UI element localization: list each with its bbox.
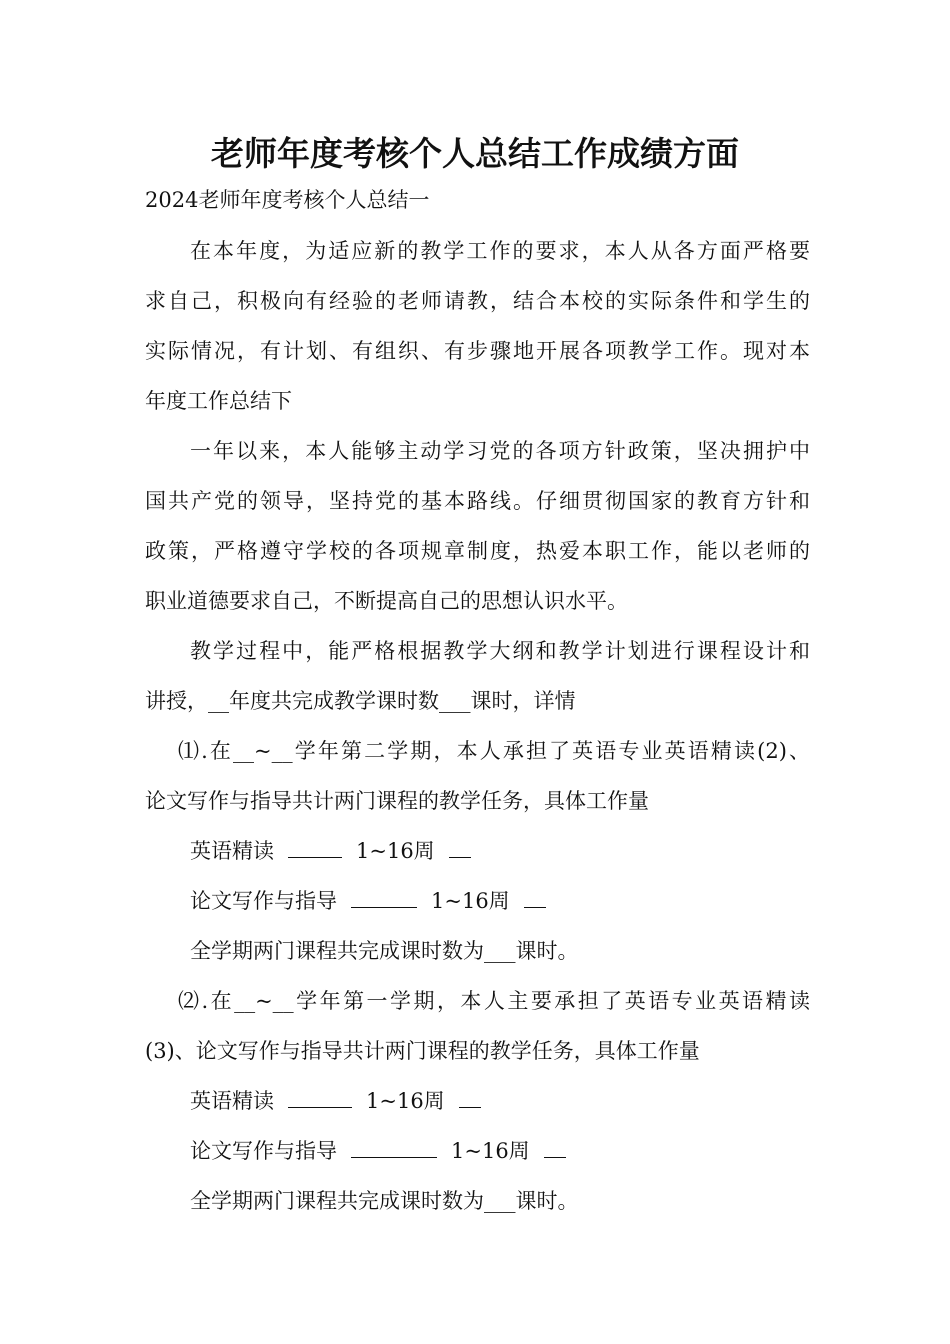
term2-row-thesis-writing: [190, 1136, 810, 1166]
term2-line-2: (3)、论文写作与指导共计两门课程的教学任务，具体工作量: [145, 1039, 700, 1063]
paragraph-3-line-2: 讲授，__年度共完成教学课时数___课时，详情: [145, 689, 576, 713]
blank-underline: [544, 1137, 566, 1158]
course-weeks: 1~16周: [431, 889, 510, 913]
paragraph-3-line-1: 教学过程中，能严格根据教学大纲和教学计划进行课程设计和: [190, 639, 810, 663]
paragraph-1-line-1: 在本年度，为适应新的教学工作的要求，本人从各方面严格要: [190, 239, 810, 263]
course-name: 英语精读: [190, 839, 274, 863]
paragraph-2-line-3: 政策，严格遵守学校的各项规章制度，热爱本职工作，能以老师的: [145, 539, 810, 563]
blank-underline: [524, 887, 546, 908]
paragraph-2-line-1: 一年以来，本人能够主动学习党的各项方针政策，坚决拥护中: [190, 439, 810, 463]
term1-row-thesis-writing: [190, 886, 810, 916]
course-weeks: 1~16周: [366, 1089, 445, 1113]
course-weeks: 1~16周: [451, 1139, 530, 1163]
course-weeks: 1~16周: [356, 839, 435, 863]
term1-line-1: ⑴.在__~__学年第二学期，本人承担了英语专业英语精读(2)、: [178, 739, 810, 763]
blank-underline: [288, 837, 342, 858]
term2-row-english-reading: [190, 1086, 810, 1116]
course-name: 英语精读: [190, 1089, 274, 1113]
term2-total: 全学期两门课程共完成课时数为___课时。: [190, 1189, 579, 1213]
blank-underline: [449, 837, 471, 858]
term2-line-1: ⑵.在__~__学年第一学期，本人主要承担了英语专业英语精读: [178, 989, 810, 1013]
term1-total: 全学期两门课程共完成课时数为___课时。: [190, 939, 579, 963]
paragraph-1-line-3: 实际情况，有计划、有组织、有步骤地开展各项教学工作。现对本: [145, 339, 810, 363]
blank-underline: [351, 887, 417, 908]
blank-underline: [351, 1137, 437, 1158]
term1-line-2: 论文写作与指导共计两门课程的教学任务，具体工作量: [145, 789, 649, 813]
document-title: 老师年度考核个人总结工作成绩方面: [211, 134, 739, 173]
course-name: 论文写作与指导: [190, 1139, 337, 1163]
paragraph-2-line-4: 职业道德要求自己，不断提高自己的思想认识水平。: [145, 589, 628, 613]
blank-underline: [459, 1087, 481, 1108]
course-name: 论文写作与指导: [190, 889, 337, 913]
document-subtitle: 2024老师年度考核个人总结一: [145, 188, 430, 212]
blank-underline: [288, 1087, 352, 1108]
term1-row-english-reading: [190, 836, 810, 866]
paragraph-2-line-2: 国共产党的领导，坚持党的基本路线。仔细贯彻国家的教育方针和: [145, 489, 810, 513]
paragraph-1-line-4: 年度工作总结下: [145, 389, 292, 413]
paragraph-1-line-2: 求自己，积极向有经验的老师请教，结合本校的实际条件和学生的: [145, 289, 810, 313]
